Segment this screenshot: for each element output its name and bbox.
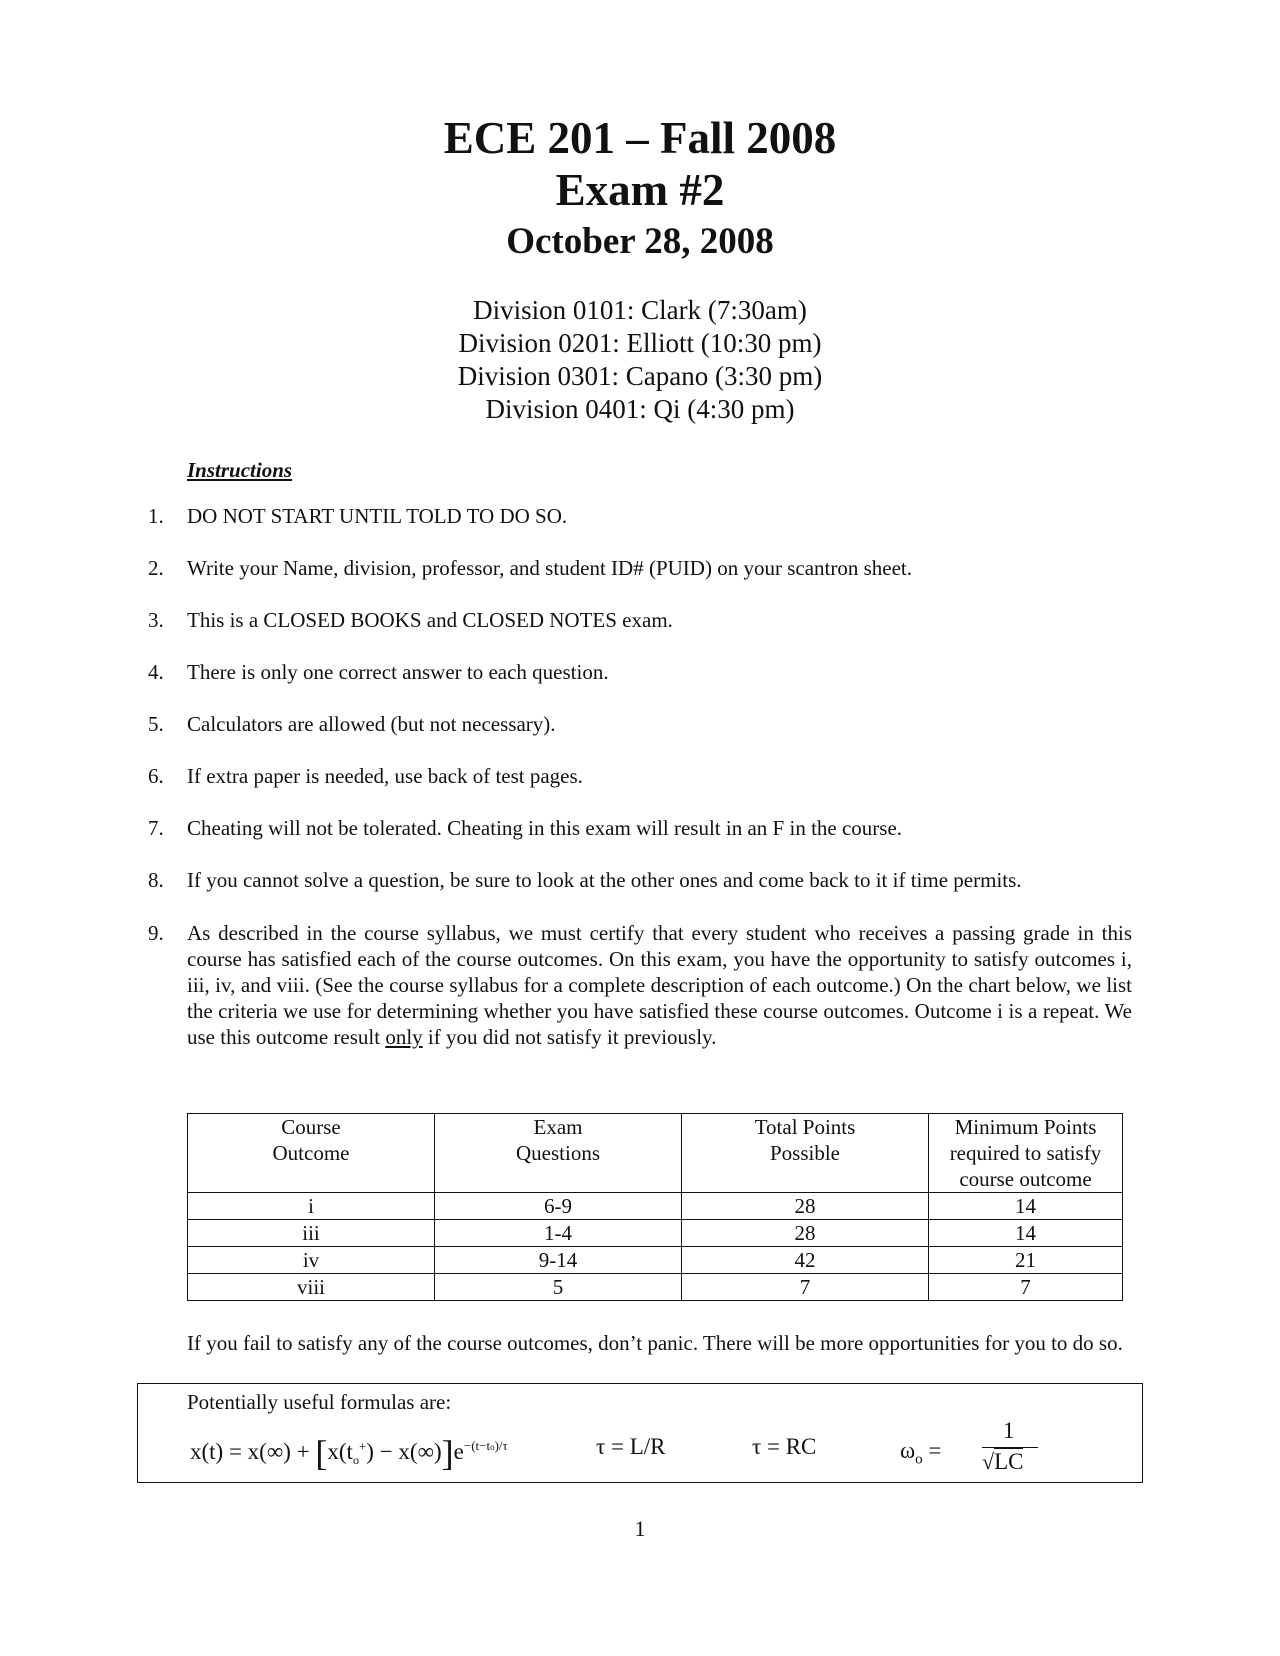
table-cell: 42	[682, 1247, 929, 1274]
instruction-text-part: As described in the course syllabus, we must certify that every student who receives a passing grade in this course has satisfied each of the course outcomes. On this exam, you have the opportunity to satisfy outcomes i, iii, iv, and viii. (See the course syllabus for a complete description of each outcome.) On the chart below, we list the criteria we use for determining whether you have satisfied these course outcomes. Outcome i is a repeat. We use this outcome result	[187, 921, 1132, 1049]
instruction-text-part: if you did not satisfy it previously.	[422, 1025, 717, 1049]
rl-time-constant-formula: τ = L/R	[596, 1434, 666, 1459]
closing-note: If you fail to satisfy any of the course outcomes, don’t panic. There will be more opportunities for you to do so.	[187, 1331, 1123, 1355]
instruction-number: 3.	[148, 608, 164, 632]
omega-subscript: o	[915, 1451, 923, 1468]
table-cell: 14	[929, 1193, 1123, 1220]
table-cell: 6-9	[435, 1193, 682, 1220]
page-number: 1	[634, 1516, 646, 1541]
sqrt-icon: √	[982, 1449, 995, 1474]
division-line: Division 0201: Elliott (10:30 pm)	[458, 328, 822, 358]
header-line: Minimum Points	[954, 1115, 1097, 1139]
table-row	[188, 1193, 1123, 1220]
header-line: Total Points	[754, 1115, 856, 1139]
fraction-denominator	[982, 1449, 1023, 1475]
instruction-number: 9.	[148, 921, 164, 945]
header-line: Possible	[769, 1141, 840, 1165]
instruction-number: 5.	[148, 712, 164, 736]
course-title: ECE 201 – Fall 2008	[443, 113, 837, 163]
table-cell: 9-14	[435, 1247, 682, 1274]
formula-label: Potentially useful formulas are:	[187, 1390, 452, 1414]
instruction-number: 8.	[148, 868, 164, 892]
table-cell: 7	[929, 1274, 1123, 1301]
header-line: Outcome	[272, 1141, 350, 1165]
table-cell: 7	[682, 1274, 929, 1301]
header-line: Exam	[533, 1115, 583, 1139]
table-cell: iii	[188, 1220, 435, 1247]
header-line: Questions	[516, 1141, 600, 1165]
table-row	[188, 1220, 1123, 1247]
table-cell: 14	[929, 1220, 1123, 1247]
radicand: LC	[994, 1449, 1024, 1474]
table-row	[188, 1247, 1123, 1274]
instruction-number: 1.	[148, 504, 164, 528]
exam-date: October 28, 2008	[506, 221, 774, 262]
header-line: Course	[281, 1115, 341, 1139]
instruction-text: Write your Name, division, professor, and student ID# (PUID) on your scantron sheet.	[187, 556, 912, 580]
instruction-text: There is only one correct answer to each question.	[187, 660, 609, 684]
division-line: Division 0101: Clark (7:30am)	[473, 295, 807, 325]
fraction-numerator: 1	[1003, 1418, 1015, 1443]
header-line: required to satisfy	[949, 1141, 1102, 1165]
exam-title-block	[0, 112, 1280, 264]
table-cell: 28	[682, 1193, 929, 1220]
instructions-heading: Instructions	[187, 458, 293, 482]
instruction-number: 6.	[148, 764, 164, 788]
omega-symbol: $\omega_o$ =	[900, 1438, 942, 1468]
table-cell: 28	[682, 1220, 929, 1247]
table-cell: 5	[435, 1274, 682, 1301]
table-cell: i	[188, 1193, 435, 1220]
table-row	[188, 1274, 1123, 1301]
instruction-text	[187, 920, 1132, 1050]
instruction-text: Cheating will not be tolerated. Cheating in this exam will result in an F in the course.	[187, 816, 903, 840]
table-cell: 1-4	[435, 1220, 682, 1247]
division-line: Division 0301: Capano (3:30 pm)	[457, 361, 823, 391]
underlined-word: only	[385, 1025, 423, 1049]
instruction-number: 2.	[148, 556, 164, 580]
instruction-number: 4.	[148, 660, 164, 684]
formula-box	[137, 1383, 1143, 1483]
instruction-text: If extra paper is needed, use back of test pages.	[187, 764, 583, 788]
resonant-frequency-formula	[900, 1418, 1050, 1478]
column-header	[929, 1114, 1123, 1193]
column-header	[435, 1114, 682, 1193]
rc-time-constant-formula: τ = RC	[752, 1434, 817, 1459]
column-header	[188, 1114, 435, 1193]
table-header-row	[188, 1114, 1123, 1193]
column-header	[682, 1114, 929, 1193]
division-line: Division 0401: Qi (4:30 pm)	[485, 394, 795, 424]
table-cell: iv	[188, 1247, 435, 1274]
division-list	[0, 294, 1280, 426]
exam-title: Exam #2	[555, 165, 725, 215]
table-cell: 21	[929, 1247, 1123, 1274]
instruction-text: DO NOT START UNTIL TOLD TO DO SO.	[187, 504, 568, 528]
instruction-number: 7.	[148, 816, 164, 840]
header-line: course outcome	[959, 1167, 1092, 1191]
outcome-table	[187, 1113, 1123, 1301]
transient-response-formula: $x(t) = x(\infty) + [x(t_o^+) - x(\infty)]e^{-(t-to)/\tau}$	[190, 1433, 508, 1473]
instruction-text: If you cannot solve a question, be sure to look at the other ones and come back to it if time permits.	[187, 868, 1022, 892]
table-cell: viii	[188, 1274, 435, 1301]
instruction-text: This is a CLOSED BOOKS and CLOSED NOTES exam.	[187, 608, 673, 632]
omega-letter: ω	[900, 1438, 916, 1463]
instruction-text: Calculators are allowed (but not necessary).	[187, 712, 556, 736]
